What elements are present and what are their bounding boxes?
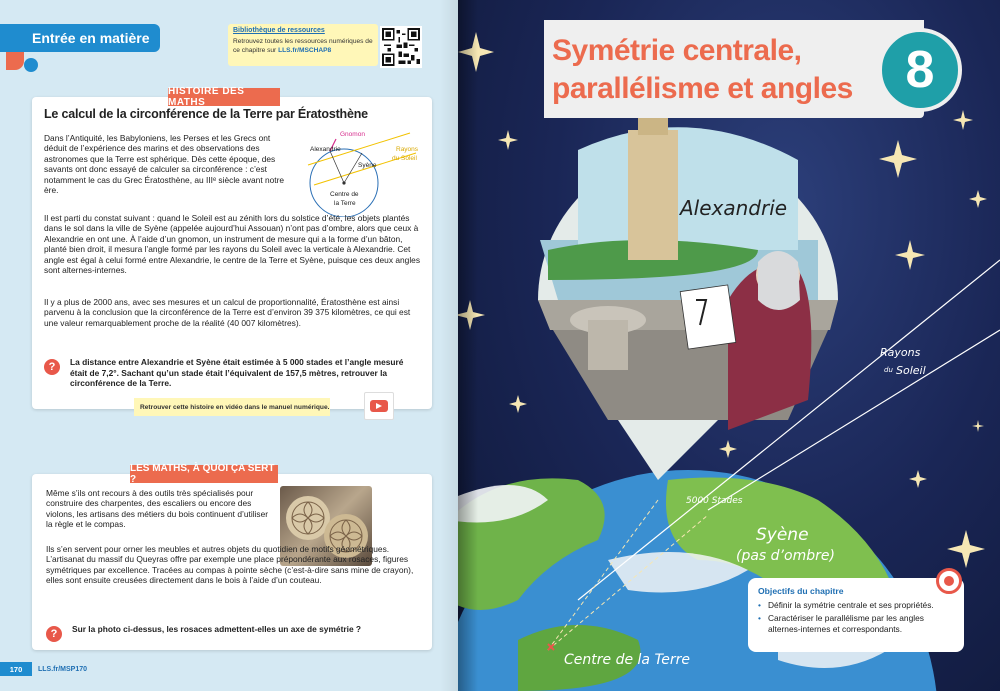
objectives-list — [758, 600, 954, 635]
objectives-title: Objectifs du chapitre — [758, 586, 844, 596]
diagram-gnomon-label: Gnomon — [340, 131, 365, 138]
syene-label: Syène — [756, 525, 809, 545]
chapter-title-box — [544, 20, 924, 118]
section-tab: Entrée en matière — [0, 24, 160, 52]
decor-orange-shape — [6, 52, 24, 70]
history-paragraph-1: Dans l’Antiquité, les Babyloniens, les Perses et les Grecs ont déduit de l’expérience des marins et des observations des astronomes que la Terre est sphérique. Dès cette époque, des savants ont donc essayé de calculer sa circonférence : c’est notamment le cas du Grec Ératosthène, au IIIᵉ siècle avant notre ère. — [44, 133, 285, 196]
maths-use-tab: LES MATHS, À QUOI ÇA SERT ? — [130, 465, 278, 483]
diagram-syene-label: Syène — [358, 162, 377, 169]
rayons-label: Rayons — [880, 346, 921, 359]
resources-note — [228, 24, 378, 66]
video-note[interactable]: Retrouver cette histoire en vidéo dans le manuel numérique. — [134, 398, 330, 416]
alexandrie-label: Alexandrie — [680, 196, 788, 220]
diagram-rayons-label: Rayons — [396, 146, 419, 153]
resources-title[interactable]: Bibliothèque de ressources — [233, 27, 325, 34]
resources-panel — [228, 24, 438, 72]
chapter-title-line-2: parallélisme et angles — [552, 72, 853, 105]
history-paragraph-2: Il est parti du constat suivant : quand le Soleil est au zénith lors du solstice d’été, les objets plantés dans le sol dans la ville de Syène (appelée aujourd’hui Assouan) n’ont pas d’ombre, alors que ceux à Alexandrie en ont une. À l’aide d’un gnomon, un instrument de mesure qui a la forme d’un bâton, planté bien droit, il mesura l’angle formé par les rayons du Soleil avec la verticale à Alexandrie. Cet angle est égal à celui formé entre Alexandrie, le centre de la Terre et Syène, puisque ces deux angles sont alternes-internes. — [44, 213, 421, 276]
maths-use-paragraph-1: Même s’ils ont recours à des outils très spécialisés pour construire des charpentes, des escaliers ou encore des violons, les artisans des métiers du bois continuent d’utiliser la règle et le compas. — [46, 488, 269, 530]
decor-blue-dot — [24, 58, 38, 72]
target-icon — [936, 568, 962, 594]
objective-item: • Définir la symétrie centrale et ses propriétés. — [758, 600, 954, 611]
diagram-centre-label-2: la Terre — [334, 200, 356, 207]
objective-item: • Caractériser le parallélisme par les angles alternes-internes et correspondants. — [758, 613, 954, 635]
maths-use-paragraph-2: Ils s’en servent pour orner les meubles et autres objets du quotidien de motifs géométriques. L’artisanat du massif du Queyras offre par exemple une place prépondérante aux rosaces, figures symétriques par excellence. Tracées au compas à pointe sèche (c’est-à-dire sans mine de crayon), elles sont ensuite creusées directement dans le bois à l’aide d’un couteau. — [46, 544, 414, 586]
history-question — [44, 357, 422, 389]
soleil-label: Soleil — [896, 364, 926, 377]
diagram-soleil-label: du Soleil — [392, 155, 417, 162]
history-question-text: La distance entre Alexandrie et Syène était estimée à 5 000 stades et l’angle mesuré était de 7,2°. Sachant qu’un stade était l’équivalent de 157,5 mètres, retrouver la circonférence de la Terre. — [70, 357, 404, 389]
resources-text — [233, 37, 373, 55]
maths-use-question — [46, 624, 418, 642]
history-title: Le calcul de la circonférence de la Terre par Ératosthène — [44, 107, 368, 121]
stades-label: 5000 Stades — [686, 496, 743, 506]
page-link[interactable]: LLS.fr/MSP170 — [38, 665, 88, 673]
centre-terre-label: Centre de la Terre — [564, 652, 690, 668]
eratosthenes-diagram — [300, 125, 426, 217]
maths-use-card — [32, 474, 432, 650]
history-tab: HISTOIRE DES MATHS — [168, 88, 280, 106]
video-play-icon[interactable] — [364, 392, 394, 420]
du-label: du — [884, 366, 893, 374]
chapter-title-line-1: Symétrie centrale, — [552, 34, 802, 67]
history-paragraph-3: Il y a plus de 2000 ans, avec ses mesures et un calcul de proportionnalité, Ératosthène est ainsi parvenu à la conclusion que la circonférence de la Terre est d’environ 39 375 kilomètres, ce qui est une valeur remarquablement proche de la réalité (40 007 kilomètres). — [44, 297, 411, 328]
right-page — [458, 0, 1000, 691]
resources-link[interactable]: LLS.fr/MSCHAP8 — [278, 47, 332, 54]
maths-use-question-text: Sur la photo ci-dessus, les rosaces admettent-elles un axe de symétrie ? — [72, 624, 362, 634]
history-card — [32, 97, 432, 409]
diagram-alexandrie-label: Alexandrie — [310, 146, 341, 153]
left-page — [0, 0, 458, 691]
diagram-centre-label-1: Centre de — [330, 191, 359, 198]
question-icon: ? — [44, 359, 60, 375]
page-gutter-shadow — [458, 0, 478, 691]
question-icon: ? — [46, 626, 62, 642]
chapter-number: 8 — [878, 28, 962, 112]
page-number: 170 — [0, 662, 32, 676]
resources-description: Retrouvez toutes les ressources numériques de ce chapitre sur — [233, 38, 373, 54]
objectives-box — [748, 578, 964, 652]
page-footer — [0, 662, 160, 676]
pas-ombre-label: (pas d’ombre) — [736, 548, 835, 564]
qr-code-icon[interactable] — [380, 26, 422, 68]
